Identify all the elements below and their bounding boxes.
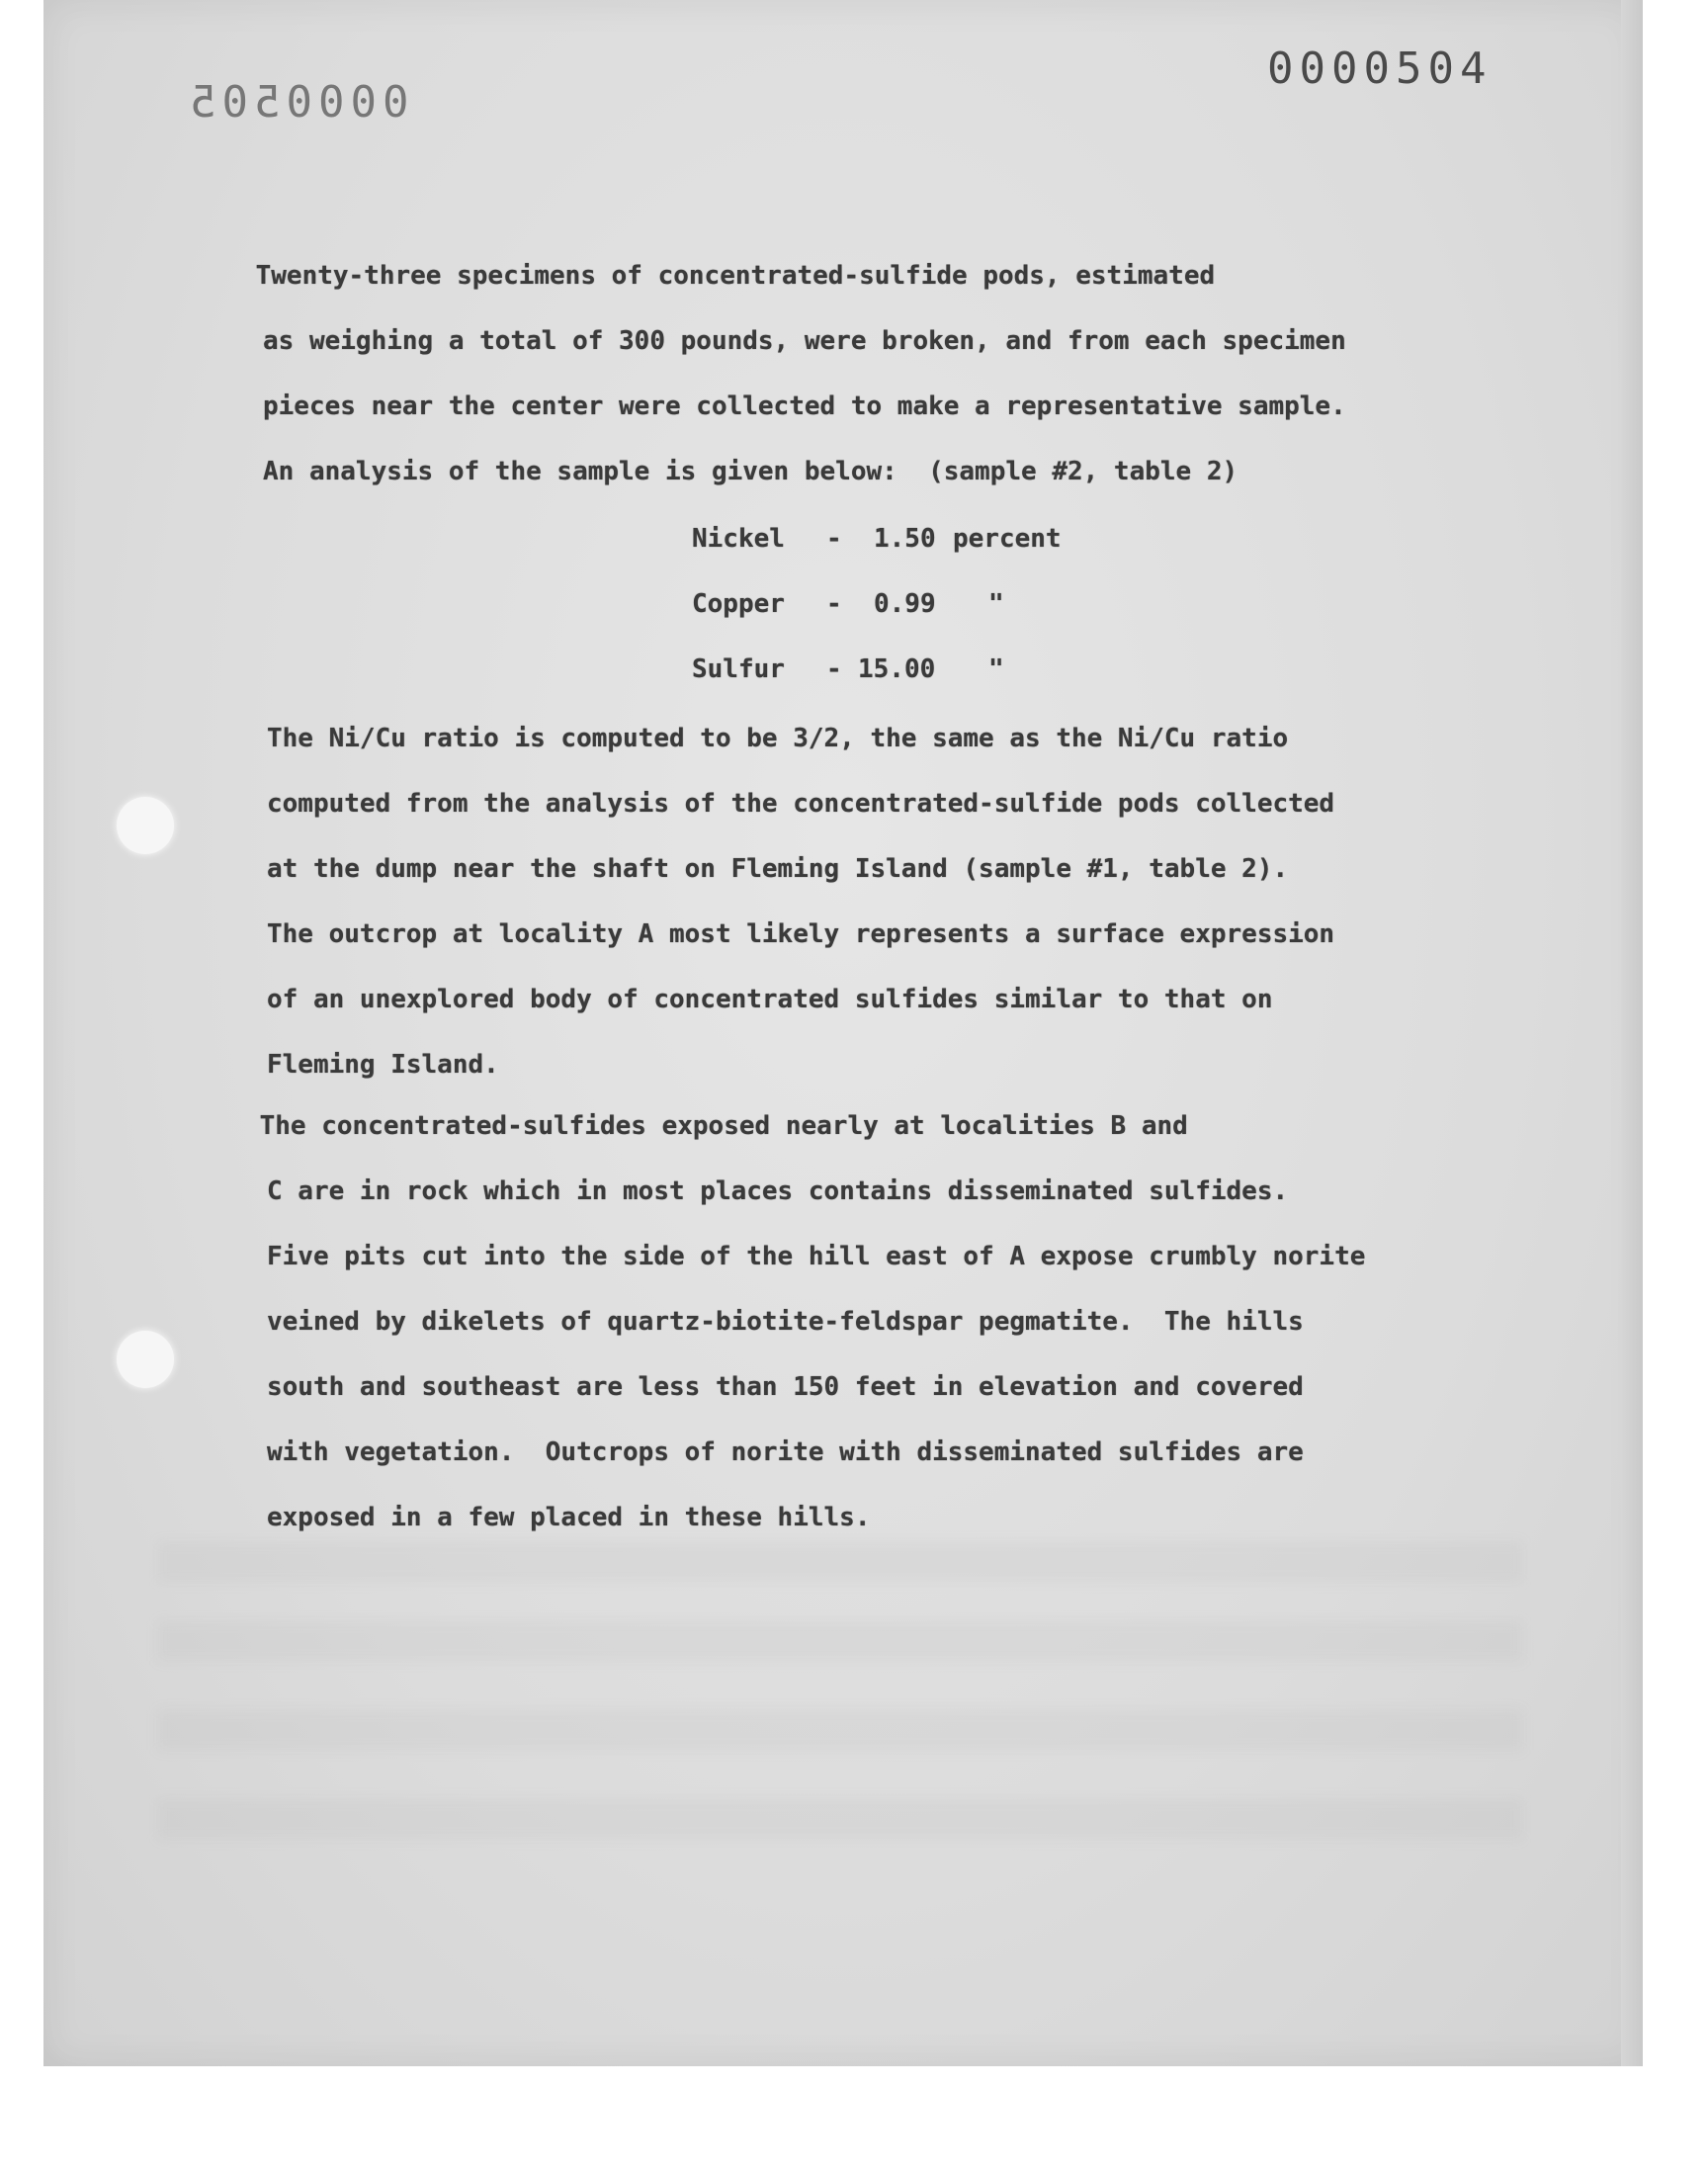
punch-hole-bottom xyxy=(117,1331,174,1388)
paragraph-1-line-3: pieces near the center were collected to make a representative sample. xyxy=(263,392,1346,421)
paragraph-3-line-4: veined by dikelets of quartz-biotite-feldspar pegmatite. The hills xyxy=(267,1307,1304,1337)
paragraph-3-line-6: with vegetation. Outcrops of norite with disseminated sulfides are xyxy=(267,1437,1304,1467)
analysis-value-copper: 0.99 xyxy=(874,589,936,619)
analysis-element-sulfur: Sulfur xyxy=(692,654,785,684)
analysis-unit: percent xyxy=(953,524,1062,554)
paragraph-3-line-2: C are in rock which in most places contains disseminated sulfides. xyxy=(267,1176,1289,1206)
analysis-dash: - xyxy=(826,524,842,554)
paragraph-1-line-4: An analysis of the sample is given below: (sample #2, table 2) xyxy=(263,457,1238,486)
paragraph-3-line-7: exposed in a few placed in these hills. xyxy=(267,1503,871,1532)
paper-sheet xyxy=(43,0,1643,2066)
paragraph-2-line-4: The outcrop at locality A most likely represents a surface expression xyxy=(267,919,1335,949)
show-through-smudge xyxy=(158,1542,1522,1582)
show-through-smudge xyxy=(158,1710,1522,1750)
analysis-value-nickel: 1.50 xyxy=(874,524,936,554)
paragraph-2-line-3: at the dump near the shaft on Fleming Island (sample #1, table 2). xyxy=(267,854,1289,884)
paragraph-2-line-5: of an unexplored body of concentrated sulfides similar to that on xyxy=(267,985,1273,1014)
analysis-dash: - xyxy=(826,654,842,684)
analysis-element-copper: Copper xyxy=(692,589,785,619)
paragraph-2-line-6: Fleming Island. xyxy=(267,1050,499,1080)
paragraph-3-line-3: Five pits cut into the side of the hill east of A expose crumbly norite xyxy=(267,1242,1366,1271)
paragraph-1-line-2: as weighing a total of 300 pounds, were broken, and from each specimen xyxy=(263,326,1346,356)
mirrored-page-number: 0000505 xyxy=(184,77,409,128)
analysis-value-sulfur: 15.00 xyxy=(858,654,936,684)
page-number: 0000504 xyxy=(1267,44,1493,94)
show-through-smudge xyxy=(158,1621,1522,1661)
analysis-dash: - xyxy=(826,589,842,619)
paragraph-2-line-2: computed from the analysis of the concentrated-sulfide pods collected xyxy=(267,789,1335,819)
paragraph-2-line-1: The Ni/Cu ratio is computed to be 3/2, the same as the Ni/Cu ratio xyxy=(267,724,1289,753)
punch-hole-top xyxy=(117,797,174,854)
paragraph-3-line-5: south and southeast are less than 150 feet in elevation and covered xyxy=(267,1372,1304,1402)
show-through-smudge xyxy=(158,1799,1522,1839)
paragraph-1-line-1: Twenty-three specimens of concentrated-sulfide pods, estimated xyxy=(194,261,1216,291)
analysis-ditto-mark: " xyxy=(988,654,1004,684)
paper-edge xyxy=(1621,0,1643,2066)
analysis-ditto-mark: " xyxy=(988,589,1004,619)
paragraph-3-line-1: The concentrated-sulfides exposed nearly at localities B and xyxy=(198,1111,1188,1141)
analysis-element-nickel: Nickel xyxy=(692,524,785,554)
